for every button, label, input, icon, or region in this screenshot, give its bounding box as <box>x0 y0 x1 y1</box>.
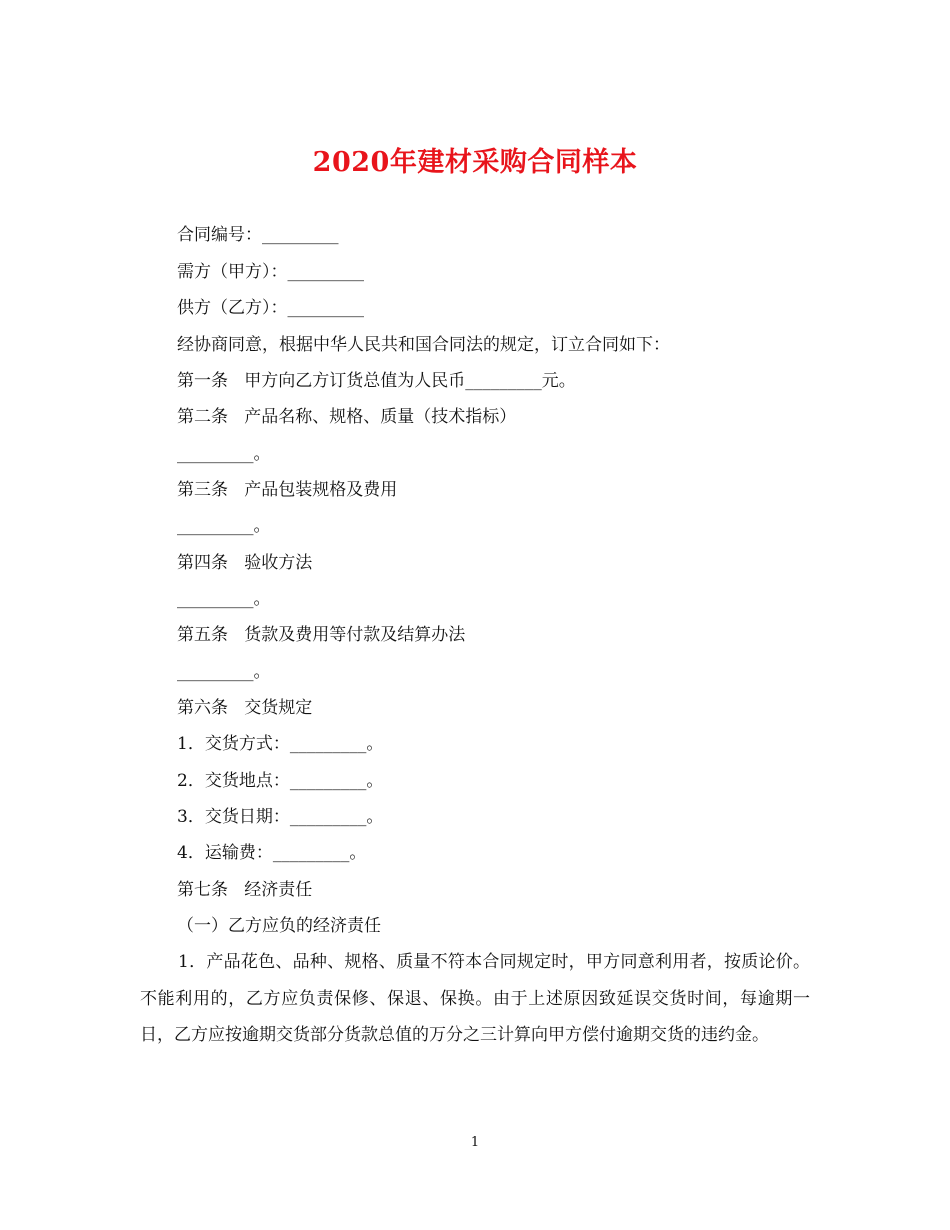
article-2-heading: 第二条 产品名称、规格、质量（技术指标） <box>177 407 517 427</box>
liability-paragraph: 1．产品花色、品种、规格、质量不符本合同规定时，甲方同意利用者，按质论价。不能利用的，乙方应负责保修、保退、保换。由于上述原因致延误交货时间，每逾期一日，乙方应按逾期交货部分货款总值的万分之三计算向甲方偿付逾期交货的违约金。 <box>140 952 810 1045</box>
contract-number-line: 合同编号：_________ <box>177 225 339 245</box>
article-3-heading: 第三条 产品包装规格及费用 <box>177 480 398 500</box>
supplier-liability-heading: （一）乙方应负的经济责任 <box>177 916 381 936</box>
article-3-blank: _________。 <box>177 516 271 536</box>
article-4-blank: _________。 <box>177 589 271 609</box>
buyer-line: 需方（甲方）：_________ <box>177 262 364 282</box>
article-7-heading: 第七条 经济责任 <box>177 880 313 900</box>
document-title: 2020年建材采购合同样本 <box>312 147 638 178</box>
article-2-blank: _________。 <box>177 444 271 464</box>
preamble-line: 经协商同意，根据中华人民共和国合同法的规定，订立合同如下： <box>177 335 670 355</box>
supplier-line: 供方（乙方）：_________ <box>177 298 364 318</box>
article-5-blank: _________。 <box>177 662 271 682</box>
article-5-heading: 第五条 货款及费用等付款及结算办法 <box>177 625 466 645</box>
article-4-heading: 第四条 验收方法 <box>177 553 313 573</box>
delivery-place-line: 2．交货地点：_________。 <box>177 771 384 791</box>
article-1-line: 第一条 甲方向乙方订货总值为人民币_________元。 <box>177 371 576 391</box>
delivery-date-line: 3．交货日期：_________。 <box>177 807 384 827</box>
page-number: 1 <box>470 1135 480 1150</box>
article-6-heading: 第六条 交货规定 <box>177 698 313 718</box>
delivery-method-line: 1．交货方式：_________。 <box>177 734 384 754</box>
transport-fee-line: 4．运输费：_________。 <box>177 843 367 863</box>
